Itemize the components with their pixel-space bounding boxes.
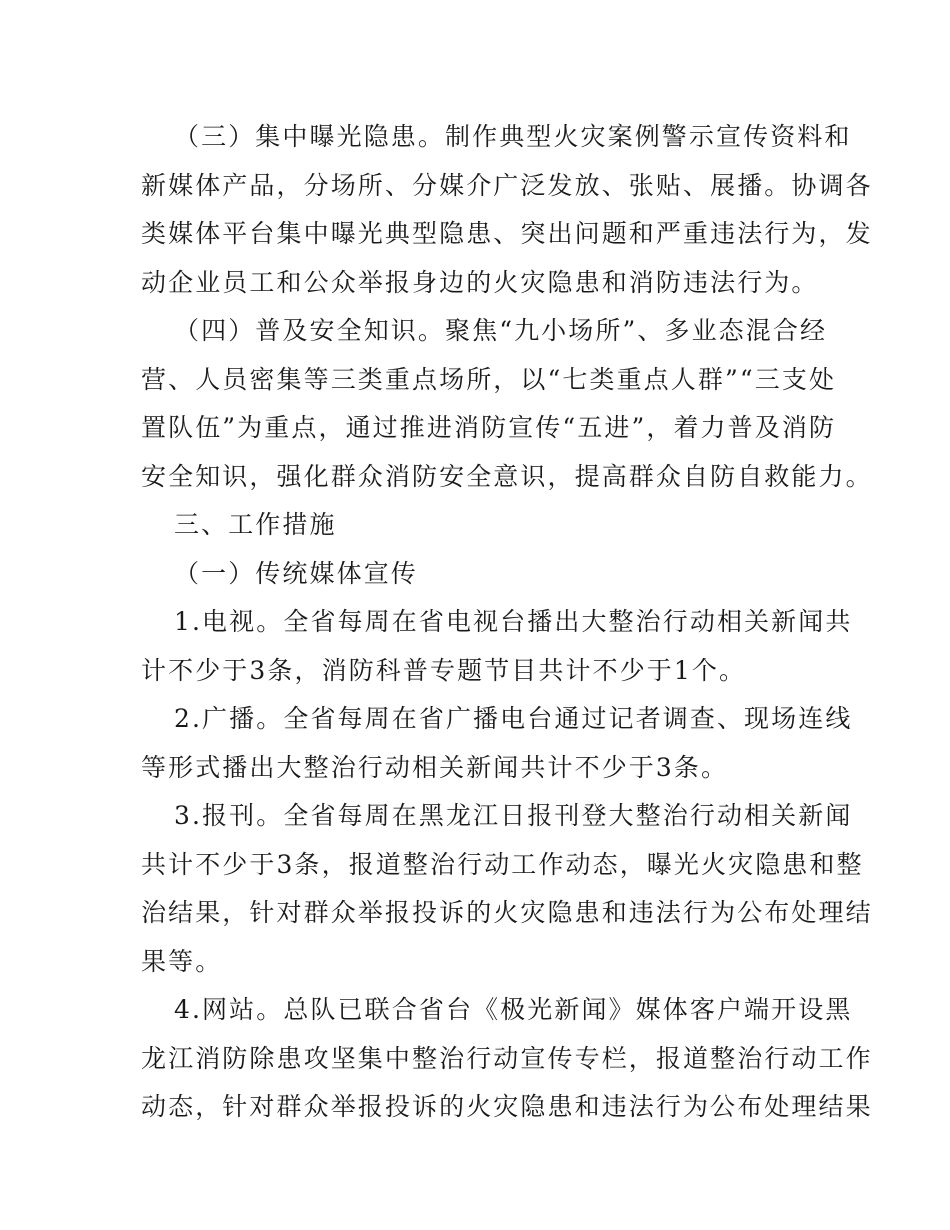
heading-line: 三、工作措施 <box>174 510 337 539</box>
text-line: 安全知识，强化群众消防安全意识，提高群众自防自救能力。 <box>141 461 873 491</box>
paragraph-press <box>141 792 873 986</box>
text-line: 共计不少于3条，报道整治行动工作动态，曝光火灾隐患和整 <box>141 849 864 879</box>
text-line: 置队伍”为重点，通过推进消防宣传“五进”，着力普及消防 <box>141 413 837 442</box>
text-line: （四）普及安全知识。聚焦“九小场所”、多业态混合经 <box>174 316 828 345</box>
text-line: 1.电视。全省每周在省电视台播出大整治行动相关新闻共 <box>174 607 853 636</box>
paragraph-radio <box>141 695 853 792</box>
text-line: 龙江消防除患攻坚集中整治行动宣传专栏，报道整治行动工作 <box>141 1043 873 1073</box>
text-line: 类媒体平台集中曝光典型隐患、突出问题和严重违法行为，发 <box>141 219 873 248</box>
heading-line: （一）传统媒体宣传 <box>174 558 418 588</box>
paragraph-safety-knowledge <box>141 307 873 501</box>
paragraph-exposure <box>141 113 873 307</box>
text-line: 动企业员工和公众举报身边的火灾隐患和消防违法行为。 <box>141 267 819 297</box>
text-line: 果等。 <box>141 946 223 976</box>
text-line: 计不少于3条，消防科普专题节目共计不少于1个。 <box>141 655 747 685</box>
text-line: 新媒体产品，分场所、分媒介广泛发放、张贴、展播。协调各 <box>141 170 873 200</box>
text-line: 动态，针对群众举报投诉的火灾隐患和违法行为公布处理结果 <box>141 1092 873 1121</box>
paragraph-website <box>141 986 873 1132</box>
text-line: 4.网站。总队已联合省台《极光新闻》媒体客户端开设黑 <box>174 995 853 1024</box>
text-line: 2.广播。全省每周在省广播电台通过记者调查、现场连线 <box>174 704 853 733</box>
text-line: （三）集中曝光隐患。制作典型火灾案例警示宣传资料和 <box>174 122 852 151</box>
text-line: 治结果，针对群众举报投诉的火灾隐患和违法行为公布处理结 <box>141 898 873 927</box>
text-line: 3.报刊。全省每周在黑龙江日报刊登大整治行动相关新闻 <box>174 801 853 830</box>
subheading-traditional-media <box>141 550 811 599</box>
text-line: 等形式播出大整治行动相关新闻共计不少于3条。 <box>141 752 729 782</box>
text-line: 营、人员密集等三类重点场所，以“七类重点人群”“三支处 <box>141 364 837 394</box>
paragraph-tv <box>141 598 853 695</box>
document-body <box>141 113 873 1132</box>
section-heading-measures <box>141 501 811 550</box>
